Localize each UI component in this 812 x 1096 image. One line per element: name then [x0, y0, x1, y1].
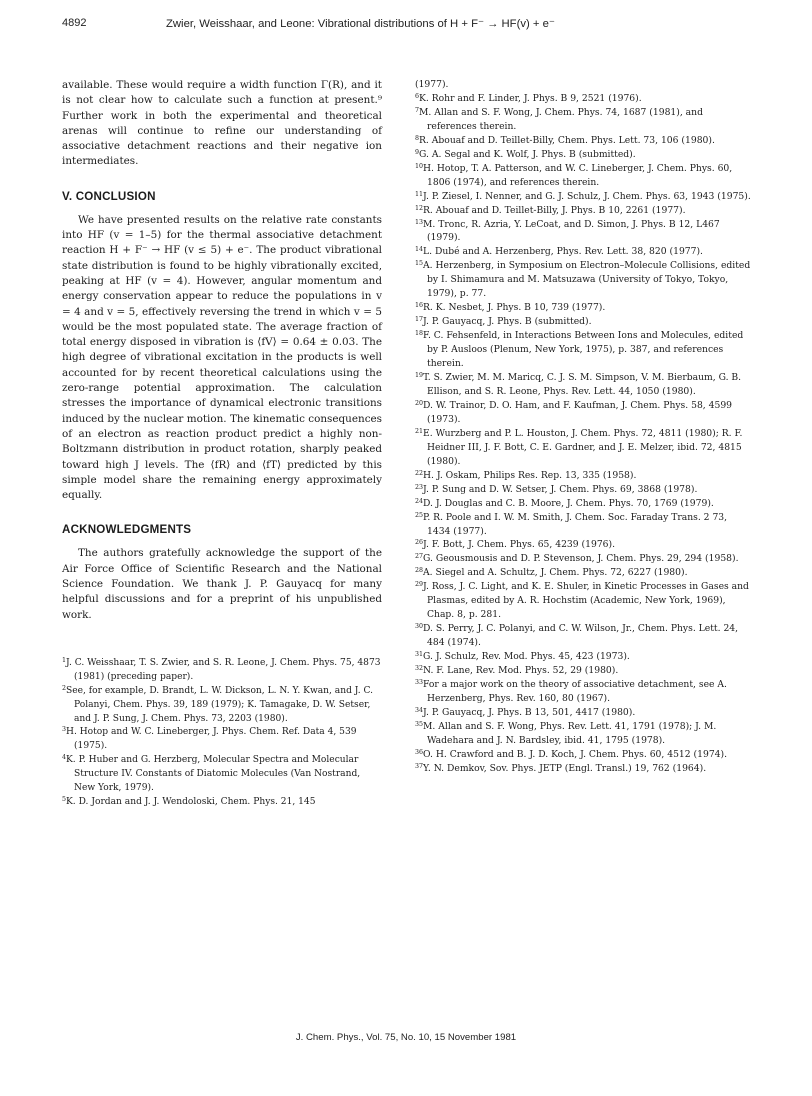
journal-citation-footer: J. Chem. Phys., Vol. 75, No. 10, 15 November 1981	[295, 1032, 517, 1043]
reference-item	[415, 552, 753, 566]
reference-text: M. Allan and S. F. Wong, J. Chem. Phys. 74, 1687 (1981), and references therein.	[419, 106, 703, 132]
reference-number: 21	[415, 427, 424, 435]
reference-item	[415, 538, 753, 552]
reference-number: 2	[62, 684, 67, 692]
reference-item	[62, 796, 382, 810]
reference-number: 31	[415, 651, 424, 659]
reference-number: 9	[415, 148, 420, 156]
reference-text: R. Abouaf and D. Teillet-Billy, J. Phys. B 10, 2261 (1977).	[423, 204, 686, 216]
reference-number: 29	[415, 581, 424, 589]
reference-text: J. P. Gauyacq, J. Phys. B 13, 501, 4417 (1980).	[423, 706, 636, 718]
reference-item	[415, 511, 753, 539]
reference-text: H. Hotop, T. A. Patterson, and W. C. Lineberger, J. Chem. Phys. 60, 1806 (1974), and references therein.	[423, 162, 733, 188]
reference-text: K. Rohr and F. Linder, J. Phys. B 9, 2521 (1976).	[419, 92, 642, 104]
reference-number: 35	[415, 720, 424, 728]
reference-text: O. H. Crawford and B. J. D. Koch, J. Chem. Phys. 60, 4512 (1974).	[423, 748, 728, 760]
reference-text: M. Tronc, R. Azria, Y. LeCoat, and D. Simon, J. Phys. B 12, L467 (1979).	[423, 218, 720, 244]
reference-number: 37	[415, 762, 424, 770]
running-head	[62, 14, 754, 34]
reference-number: 8	[415, 134, 420, 142]
reference-item	[415, 720, 753, 748]
reference-text: K. P. Huber and G. Herzberg, Molecular Spectra and Molecular Structure IV. Constants of Diatomic Molecules (Van Nostrand, New York, 1979).	[66, 755, 361, 794]
reference-text: M. Allan and S. F. Wong, Phys. Rev. Lett. 41, 1791 (1978); J. M. Wadehara and J. N. Bardsley, ibid. 41, 1795 (1978).	[423, 720, 717, 746]
reference-list-left	[62, 657, 382, 810]
reference-item	[415, 762, 753, 776]
reference-text: G. J. Schulz, Rev. Mod. Phys. 45, 423 (1973).	[423, 651, 630, 663]
reference-number: 22	[415, 469, 424, 477]
reference-text: D. S. Perry, J. C. Polanyi, and C. W. Wilson, Jr., Chem. Phys. Lett. 24, 484 (1974).	[423, 623, 739, 649]
reference-number: 36	[415, 748, 424, 756]
reference-item	[415, 566, 753, 580]
reference-item	[415, 92, 753, 106]
reference-text: K. D. Jordan and J. J. Wendoloski, Chem. Phys. 21, 145	[66, 796, 316, 807]
reference-number: 6	[415, 92, 420, 100]
reference-text: J. Ross, J. C. Light, and K. E. Shuler, in Kinetic Processes in Gases and Plasmas, edited by A. R. Hochstim (Academic, New York, 1969), Chap. 8, p. 281.	[423, 581, 749, 621]
reference-text: J. F. Bott, J. Chem. Phys. 65, 4239 (1976).	[423, 539, 616, 551]
reference-item	[415, 497, 753, 511]
reference-text: A. Siegel and A. Schultz, J. Chem. Phys. 72, 6227 (1980).	[423, 567, 688, 579]
reference-text: L. Dubé and A. Herzenberg, Phys. Rev. Lett. 38, 820 (1977).	[423, 246, 703, 258]
reference-number: 14	[415, 246, 424, 254]
reference-item	[415, 245, 753, 259]
reference-number: 28	[415, 567, 424, 575]
reference-number: 4	[62, 754, 67, 762]
reference-item	[415, 483, 753, 497]
reference-number: 12	[415, 204, 424, 212]
reference-item	[415, 162, 753, 190]
reference-item	[62, 754, 382, 796]
reference-item	[415, 748, 753, 762]
reference-text: R. K. Nesbet, J. Phys. B 10, 739 (1977).	[423, 302, 606, 314]
reference-text: N. F. Lane, Rev. Mod. Phys. 52, 29 (1980).	[423, 665, 619, 677]
reference-item	[415, 148, 753, 162]
reference-number: 18	[415, 330, 424, 338]
reference-item	[415, 664, 753, 678]
reference-item	[415, 315, 753, 329]
reference-number: 30	[415, 623, 424, 631]
reference-text: H. Hotop and W. C. Lineberger, J. Phys. Chem. Ref. Data 4, 539 (1975).	[66, 727, 357, 752]
reference-number: 10	[415, 162, 424, 170]
reference-text: H. J. Oskam, Philips Res. Rep. 13, 335 (1958).	[423, 469, 637, 481]
reference-item	[415, 371, 753, 399]
reference-number: 17	[415, 316, 424, 324]
reference-number: 1	[62, 656, 67, 664]
reference-number: 19	[415, 372, 424, 380]
reference-text: J. P. Gauyacq, J. Phys. B (submitted).	[423, 316, 592, 328]
reference-item	[415, 329, 753, 371]
reference-text: G. Geousmousis and D. P. Stevenson, J. Chem. Phys. 29, 294 (1958).	[423, 553, 739, 565]
reference-text: R. Abouaf and D. Teillet-Billy, Chem. Phys. Lett. 73, 106 (1980).	[419, 134, 715, 146]
reference-number: 3	[62, 726, 67, 734]
reference-item	[415, 301, 753, 315]
reference-item	[415, 106, 753, 134]
reference-text: A. Herzenberg, in Symposium on Electron–Molecule Collisions, edited by I. Shimamura and M. Matsuzawa (University of Tokyo, Tokyo, 1979), p. 77.	[423, 260, 751, 300]
reference-item	[415, 427, 753, 469]
reference-item	[415, 218, 753, 246]
reference-item	[415, 399, 753, 427]
conclusion-heading: V. CONCLUSION	[62, 189, 156, 203]
reference-text: J. P. Sung and D. W. Setser, J. Chem. Phys. 69, 3868 (1978).	[423, 483, 698, 495]
reference-item	[62, 685, 382, 727]
reference-text: T. S. Zwier, M. M. Maricq, C. J. S. M. Simpson, V. M. Bierbaum, G. B. Ellison, and S. R. Leone, Phys. Rev. Lett. 44, 1050 (1980).	[423, 372, 742, 397]
reference-text: E. Wurzberg and P. L. Houston, J. Chem. Phys. 72, 4811 (1980); R. F. Heidner III, J. F. Bott, C. E. Gardner, and J. E. Melzer, ibid. 72, 4815 (1980).	[423, 427, 743, 467]
reference-number: 34	[415, 706, 424, 714]
reference-text: (1977).	[415, 79, 449, 90]
reference-item	[62, 726, 382, 754]
reference-item	[415, 204, 753, 218]
reference-text: See, for example, D. Brandt, L. W. Dickson, L. N. Y. Kwan, and J. C. Polanyi, Chem. Phys. 39, 189 (1979); K. Tamagake, D. W. Setser, and J. P. Sung, J. Chem. Phys. 73, 2203 (1980).	[66, 685, 374, 724]
reference-number: 23	[415, 483, 424, 491]
reference-number: 15	[415, 260, 424, 268]
reference-text: D. J. Douglas and C. B. Moore, J. Chem. Phys. 70, 1769 (1979).	[423, 497, 714, 509]
conclusion-paragraph: We have presented results on the relative rate constants into HF (v = 1–5) for the thermal associative detachment reaction H + F⁻ → HF (v ≤ 5) + e⁻. The product vibrational state distribution is found to be highly vibrationally excited, peaking at HF (v = 4). However, angular momentum and energy conservation appear to reduce the populations in v = 4 and v = 5, effectively reversing the trend in which v = 5 would be the most populated state. The average fraction of total energy disposed in vibration is ⟨fV⟩ = 0.64 ± 0.03. The high degree of vibrational excitation in the products is well accounted for by recent theoretical calculations using the zero-range potential approximation. The calculation stresses the importance of dynamical electronic transitions induced by the nuclear motion. The kinematic consequences of an electron as reaction product predict a highly non-Boltzmann distribution in product rotation, sharply peaked toward high J levels. The ⟨fR⟩ and ⟨fT⟩ predicted by this simple model share the remaining energy approximately equally.	[62, 213, 382, 502]
reference-item	[62, 657, 382, 685]
reference-text: Y. N. Demkov, Sov. Phys. JETP (Engl. Transl.) 19, 762 (1964).	[423, 762, 707, 774]
reference-text: D. W. Trainor, D. O. Ham, and F. Kaufman, J. Chem. Phys. 58, 4599 (1973).	[423, 399, 733, 425]
reference-number: 32	[415, 665, 424, 673]
acknowledgments-heading: ACKNOWLEDGMENTS	[62, 523, 192, 537]
page-number: 4892	[62, 17, 87, 29]
reference-text: F. C. Fehsenfeld, in Interactions Between Ions and Molecules, edited by P. Ausloos (Plenum, New York, 1975), p. 387, and references therein.	[423, 330, 744, 370]
reference-item	[415, 259, 753, 301]
reference-number: 16	[415, 302, 424, 310]
left-column	[62, 78, 382, 810]
reference-item	[415, 469, 753, 483]
reference-text: J. C. Weisshaar, T. S. Zwier, and S. R. Leone, J. Chem. Phys. 75, 4873 (1981) (preceding paper).	[66, 657, 381, 682]
reference-item	[415, 650, 753, 664]
intro-paragraph: available. These would require a width function Γ(R), and it is not clear how to calculate such a function at present.⁹ Further work in both the experimental and theoretical arenas will continue to refine our understanding of associative detachment reactions and their negative ion intermediates.	[62, 79, 382, 168]
reference-item	[415, 580, 753, 622]
acknowledgments-paragraph: The authors gratefully acknowledge the support of the Air Force Office of Scientific Research and the National Science Foundation. We thank J. P. Gauyacq for many helpful discussions and for a preprint of his unpublished work.	[62, 547, 382, 621]
reference-number: 27	[415, 553, 424, 561]
reference-text: G. A. Segal and K. Wolf, J. Phys. B (submitted).	[419, 148, 636, 160]
reference-number: 5	[62, 795, 67, 803]
reference-number: 11	[415, 190, 424, 198]
reference-number: 20	[415, 399, 424, 407]
reference-text: For a major work on the theory of associative detachment, see A. Herzenberg, Phys. Rev. 160, 80 (1967).	[423, 678, 727, 704]
reference-number: 13	[415, 218, 424, 226]
reference-number: 33	[415, 678, 424, 686]
reference-text: P. R. Poole and I. W. M. Smith, J. Chem. Soc. Faraday Trans. 2 73, 1434 (1977).	[423, 511, 728, 537]
reference-item	[415, 706, 753, 720]
reference-text: J. P. Ziesel, I. Nenner, and G. J. Schulz, J. Chem. Phys. 63, 1943 (1975).	[423, 190, 751, 202]
running-title: Zwier, Weisshaar, and Leone: Vibrational distributions of H + F⁻ → HF(v) + e⁻	[166, 18, 555, 30]
right-column-references	[415, 78, 753, 776]
reference-item	[415, 678, 753, 706]
reference-number: 26	[415, 539, 424, 547]
reference-number: 24	[415, 497, 424, 505]
reference-number: 7	[415, 106, 420, 114]
reference-item	[415, 134, 753, 148]
reference-number: 25	[415, 511, 424, 519]
reference-item	[415, 78, 753, 92]
reference-item	[415, 190, 753, 204]
reference-item	[415, 622, 753, 650]
